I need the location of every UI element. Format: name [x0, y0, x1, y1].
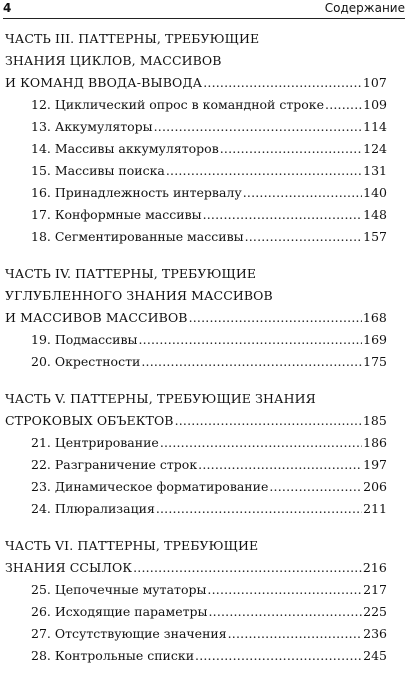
page-ref: 175	[363, 354, 387, 369]
chapter-entry[interactable]	[0, 454, 409, 476]
page-ref: 168	[362, 310, 387, 325]
dot-leader	[175, 410, 362, 432]
part-heading-line	[0, 50, 409, 72]
page-ref: 236	[363, 626, 387, 641]
chapter-entry[interactable]	[0, 94, 409, 116]
part-heading-line	[0, 388, 409, 410]
chapter-entry[interactable]	[0, 432, 409, 454]
dot-leader	[245, 226, 363, 248]
page-ref: 206	[363, 479, 387, 494]
page-ref: 107	[362, 75, 387, 90]
chapter-entry[interactable]	[0, 579, 409, 601]
toc-part	[0, 535, 409, 667]
dot-leader	[203, 204, 363, 226]
page-ref: 245	[363, 648, 387, 663]
dot-leader	[160, 432, 362, 454]
toc-part	[0, 28, 409, 248]
part-heading-line	[0, 285, 409, 307]
chapter-title: 27. Отсутствующие значения	[31, 626, 227, 641]
dot-leader	[325, 94, 362, 116]
chapter-entry[interactable]	[0, 160, 409, 182]
dot-leader	[220, 138, 362, 160]
part-heading-line	[0, 535, 409, 557]
chapter-title: 23. Динамическое форматирование	[31, 479, 269, 494]
running-title: Содержание	[324, 1, 405, 15]
dot-leader	[138, 329, 362, 351]
dot-leader	[228, 623, 363, 645]
page-ref: 186	[363, 435, 387, 450]
dot-leader	[198, 454, 362, 476]
part-heading-text: ЗНАНИЯ ССЫЛОК	[5, 560, 133, 575]
part-heading-text: ЧАСТЬ III. ПАТТЕРНЫ, ТРЕБУЮЩИЕ	[5, 31, 260, 46]
page-ref: 216	[362, 560, 387, 575]
chapter-entry[interactable]	[0, 329, 409, 351]
chapter-title: 17. Конформные массивы	[31, 207, 202, 222]
part-heading-line	[0, 28, 409, 50]
dot-leader	[154, 116, 363, 138]
chapter-title: 24. Плюрализация	[31, 501, 155, 516]
dot-leader	[208, 601, 362, 623]
chapter-title: 16. Принадлежность интервалу	[31, 185, 242, 200]
chapter-title: 20. Окрестности	[31, 354, 141, 369]
dot-leader	[141, 351, 362, 373]
toc-part	[0, 388, 409, 520]
dot-leader	[189, 307, 362, 329]
part-heading-text: И МАССИВОВ МАССИВОВ	[5, 310, 188, 325]
dot-leader	[207, 579, 362, 601]
chapter-entry[interactable]	[0, 226, 409, 248]
dot-leader	[269, 476, 362, 498]
chapter-title: 12. Циклический опрос в командной строке	[31, 97, 325, 112]
page-ref: 114	[363, 119, 387, 134]
page-ref: 109	[363, 97, 387, 112]
chapter-title: 21. Центрирование	[31, 435, 159, 450]
part-heading-text: УГЛУБЛЕННОГО ЗНАНИЯ МАССИВОВ	[5, 288, 273, 303]
page-ref: 217	[363, 582, 387, 597]
page-ref: 131	[363, 163, 387, 178]
dot-leader	[133, 557, 362, 579]
chapter-title: 14. Массивы аккумуляторов	[31, 141, 219, 156]
part-heading-entry[interactable]	[0, 307, 409, 329]
chapter-entry[interactable]	[0, 623, 409, 645]
dot-leader	[156, 498, 362, 520]
part-heading-text: ЧАСТЬ VI. ПАТТЕРНЫ, ТРЕБУЮЩИЕ	[5, 538, 259, 553]
chapter-title: 26. Исходящие параметры	[31, 604, 208, 619]
part-heading-text: ЧАСТЬ IV. ПАТТЕРНЫ, ТРЕБУЮЩИЕ	[5, 266, 257, 281]
table-of-contents	[0, 28, 409, 682]
part-heading-entry[interactable]	[0, 557, 409, 579]
chapter-title: 18. Сегментированные массивы	[31, 229, 244, 244]
toc-part	[0, 263, 409, 373]
part-heading-text: И КОМАНД ВВОДА-ВЫВОДА	[5, 75, 203, 90]
chapter-entry[interactable]	[0, 116, 409, 138]
chapter-title: 22. Разграничение строк	[31, 457, 198, 472]
part-heading-text: ЗНАНИЯ ЦИКЛОВ, МАССИВОВ	[5, 53, 222, 68]
page-ref: 148	[363, 207, 387, 222]
part-heading-line	[0, 263, 409, 285]
chapter-entry[interactable]	[0, 204, 409, 226]
dot-leader	[195, 645, 362, 667]
chapter-entry[interactable]	[0, 498, 409, 520]
page-ref: 185	[362, 413, 387, 428]
page-number: 4	[3, 1, 12, 15]
part-heading-entry[interactable]	[0, 410, 409, 432]
chapter-title: 19. Подмассивы	[31, 332, 138, 347]
part-heading-text: ЧАСТЬ V. ПАТТЕРНЫ, ТРЕБУЮЩИЕ ЗНАНИЯ	[5, 391, 316, 406]
chapter-title: 13. Аккумуляторы	[31, 119, 153, 134]
dot-leader	[243, 182, 362, 204]
page-ref: 157	[363, 229, 387, 244]
part-heading-text: СТРОКОВЫХ ОБЪЕКТОВ	[5, 413, 174, 428]
part-heading-entry[interactable]	[0, 72, 409, 94]
chapter-title: 15. Массивы поиска	[31, 163, 165, 178]
dot-leader	[203, 72, 362, 94]
page-ref: 140	[363, 185, 387, 200]
page-ref: 211	[363, 501, 387, 516]
page-ref: 197	[363, 457, 387, 472]
chapter-title: 25. Цепочечные мутаторы	[31, 582, 207, 597]
chapter-entry[interactable]	[0, 138, 409, 160]
chapter-entry[interactable]	[0, 476, 409, 498]
chapter-entry[interactable]	[0, 182, 409, 204]
chapter-title: 28. Контрольные списки	[31, 648, 195, 663]
page-ref: 225	[363, 604, 387, 619]
dot-leader	[166, 160, 362, 182]
chapter-entry[interactable]	[0, 601, 409, 623]
chapter-entry[interactable]	[0, 351, 409, 373]
page-ref: 124	[363, 141, 387, 156]
page-ref: 169	[363, 332, 387, 347]
page-header	[3, 0, 405, 19]
chapter-entry[interactable]	[0, 645, 409, 667]
